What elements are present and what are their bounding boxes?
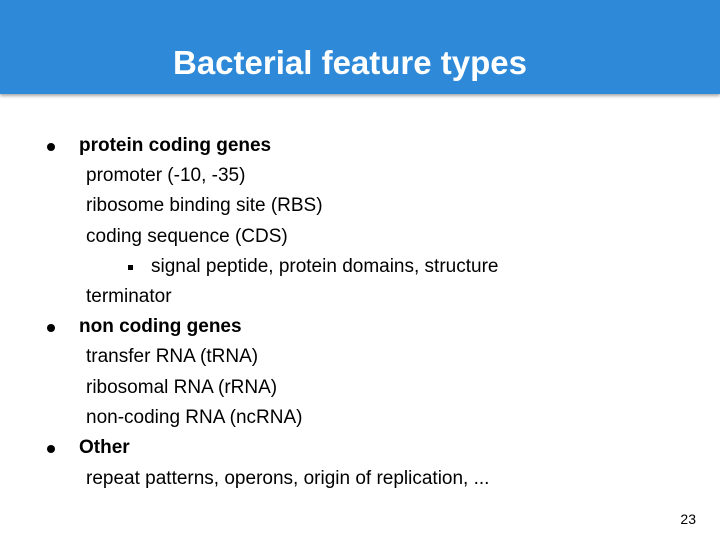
list-item-text: signal peptide, protein domains, structure [151,256,499,277]
bullet-dot-icon [47,445,55,453]
bullet-square-icon [128,265,133,270]
list-item-text: protein coding genes [79,135,272,156]
list-item-text: coding sequence (CDS) [86,226,288,247]
list-item-text: ribosome binding site (RBS) [86,195,323,216]
page-number: 23 [680,511,696,527]
slide-title: Bacterial feature types [173,44,527,81]
title-bar [0,0,720,94]
list-item-text: promoter (-10, -35) [86,165,246,186]
bullet-dot-icon [47,143,55,151]
list-item-text: ribosomal RNA (rRNA) [86,377,278,398]
list-item-text: non-coding RNA (ncRNA) [86,407,303,428]
list-item-text: transfer RNA (tRNA) [86,346,259,367]
list-item-text: Other [79,437,130,458]
bullet-dot-icon [47,324,55,332]
list-item-text: terminator [86,286,172,307]
list-item-text: repeat patterns, operons, origin of replication, ... [86,468,490,489]
list-item-text: non coding genes [79,316,242,337]
